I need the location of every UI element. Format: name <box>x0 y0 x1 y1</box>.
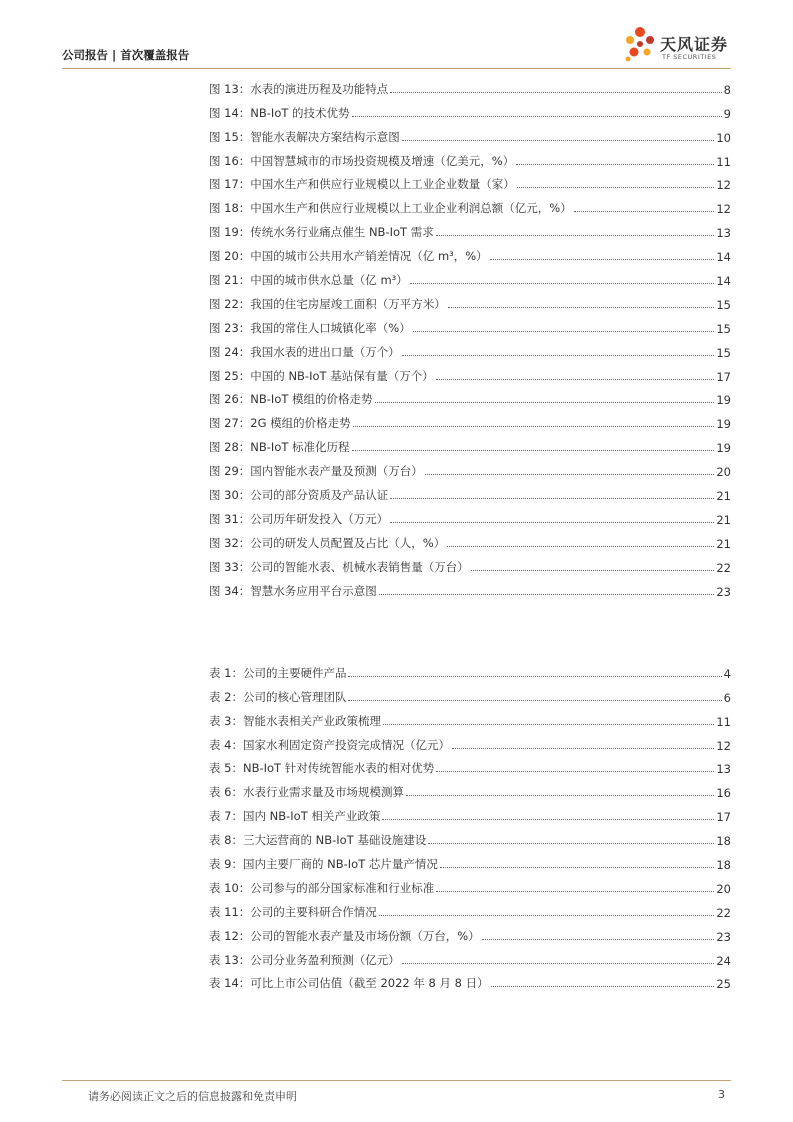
toc-entry-page: 21 <box>716 489 731 504</box>
table-toc-entry[interactable] <box>209 776 731 800</box>
toc-entry-label: 图 33：公司的智能水表、机械水表销售量（万台） <box>209 559 469 574</box>
dot-leader <box>348 675 721 677</box>
toc-entry-label: 图 20：中国的城市公共用水产销差情况（亿 m³，%） <box>209 249 488 264</box>
toc-entry-label: 图 22：我国的住宅房屋竣工面积（万平方米） <box>209 296 446 311</box>
toc-entry-label: 表 12：公司的智能水表产量及市场份额（万台，%） <box>209 928 480 943</box>
dot-leader <box>375 401 715 403</box>
dot-leader <box>402 962 715 964</box>
footer-disclaimer: 请务必阅读正文之后的信息披露和免责申明 <box>88 1090 297 1103</box>
toc-entry-page: 21 <box>716 536 731 551</box>
toc-entry-page: 8 <box>723 82 731 97</box>
table-toc-entry[interactable] <box>209 824 731 848</box>
figure-toc-entry[interactable] <box>209 431 731 455</box>
dot-leader <box>353 425 715 427</box>
toc-entry-label: 图 13：水表的演进历程及功能特点 <box>209 81 389 96</box>
toc-entry-page: 25 <box>716 977 731 992</box>
page-number: 3 <box>718 1088 725 1101</box>
table-toc-entry[interactable] <box>209 729 731 753</box>
figure-toc-entry[interactable] <box>209 145 731 169</box>
toc-entry-page: 12 <box>716 738 731 753</box>
figure-toc-entry[interactable] <box>209 384 731 408</box>
dot-leader <box>517 186 715 188</box>
figure-toc-entry[interactable] <box>209 455 731 479</box>
table-list <box>209 657 731 991</box>
figure-toc-entry[interactable] <box>209 527 731 551</box>
dot-leader <box>379 914 715 916</box>
header-title: 公司报告 | 首次覆盖报告 <box>62 48 190 62</box>
figure-toc-entry[interactable] <box>209 169 731 193</box>
toc-entry-page: 9 <box>723 106 731 121</box>
toc-entry-page: 18 <box>716 834 731 849</box>
toc-entry-page: 11 <box>716 154 731 169</box>
dot-leader <box>516 163 714 165</box>
dot-leader <box>447 545 714 547</box>
logo-flower-icon <box>620 22 660 66</box>
toc-entry-label: 图 29：国内智能水表产量及预测（万台） <box>209 464 423 479</box>
toc-entry-page: 11 <box>716 714 731 729</box>
toc-entry-label: 图 30：公司的部分资质及产品认证 <box>209 488 389 503</box>
dot-leader <box>482 938 715 940</box>
figure-toc-entry[interactable] <box>209 240 731 264</box>
figure-toc-entry[interactable] <box>209 73 731 97</box>
toc-entry-page: 6 <box>723 690 731 705</box>
header-divider <box>62 68 731 69</box>
figure-toc-entry[interactable] <box>209 503 731 527</box>
toc-entry-page: 13 <box>716 762 731 777</box>
toc-entry-label: 表 13：公司分业务盈利预测（亿元） <box>209 952 400 967</box>
dot-leader <box>352 115 722 117</box>
figure-toc-entry[interactable] <box>209 479 731 503</box>
toc-entry-label: 表 6：水表行业需求量及市场规模测算 <box>209 785 404 800</box>
toc-entry-page: 24 <box>716 953 731 968</box>
toc-entry-label: 表 14：可比上市公司估值（截至 2022 年 8 月 8 日） <box>209 976 489 991</box>
toc-entry-page: 15 <box>716 345 731 360</box>
toc-entry-label: 图 14：NB-IoT 的技术优势 <box>209 105 350 120</box>
toc-entry-page: 10 <box>716 130 731 145</box>
table-toc-entry[interactable] <box>209 657 731 681</box>
figure-toc-entry[interactable] <box>209 551 731 575</box>
toc-entry-label: 表 8：三大运营商的 NB-IoT 基础设施建设 <box>209 833 427 848</box>
logo-name: 天风证券 <box>660 35 729 54</box>
dot-leader <box>382 818 714 820</box>
toc-entry-label: 图 34：智慧水务应用平台示意图 <box>209 583 377 598</box>
toc-entry-label: 图 28：NB-IoT 标准化历程 <box>209 440 350 455</box>
figure-toc-entry[interactable] <box>209 575 731 599</box>
dot-leader <box>383 723 714 725</box>
table-toc-entry[interactable] <box>209 896 731 920</box>
dot-leader <box>402 354 715 356</box>
toc-entry-page: 17 <box>716 810 731 825</box>
dot-leader <box>413 330 715 332</box>
toc-entry-label: 图 21：中国的城市供水总量（亿 m³） <box>209 273 408 288</box>
table-toc-entry[interactable] <box>209 800 731 824</box>
toc-entry-page: 23 <box>716 929 731 944</box>
table-toc-entry[interactable] <box>209 968 731 992</box>
dot-leader <box>390 521 714 523</box>
dot-leader <box>390 497 714 499</box>
toc-entry-page: 14 <box>716 250 731 265</box>
toc-entry-page: 22 <box>716 560 731 575</box>
toc-entry-page: 19 <box>716 441 731 456</box>
toc-entry-label: 图 15：智能水表解决方案结构示意图 <box>209 129 400 144</box>
toc-entry-label: 图 23：我国的常住人口城镇化率（%） <box>209 320 411 335</box>
table-toc-entry[interactable] <box>209 848 731 872</box>
toc-entry-label: 表 1：公司的主要硬件产品 <box>209 665 347 680</box>
figure-toc-entry[interactable] <box>209 407 731 431</box>
toc-entry-label: 表 11：公司的主要科研合作情况 <box>209 904 377 919</box>
toc-entry-page: 13 <box>716 226 731 241</box>
toc-entry-page: 20 <box>716 465 731 480</box>
toc-entry-label: 图 26：NB-IoT 模组的价格走势 <box>209 392 373 407</box>
toc-entry-label: 图 27：2G 模组的价格走势 <box>209 416 351 431</box>
figure-toc-entry[interactable] <box>209 216 731 240</box>
table-toc-entry[interactable] <box>209 681 731 705</box>
toc-entry-label: 图 32：公司的研发人员配置及占比（人，%） <box>209 535 446 550</box>
toc-entry-label: 图 25：中国的 NB-IoT 基站保有量（万个） <box>209 368 434 383</box>
dot-leader <box>348 699 721 701</box>
dot-leader <box>448 306 715 308</box>
toc-entry-label: 图 17：中国水生产和供应行业规模以上工业企业数量（家） <box>209 177 515 192</box>
dot-leader <box>471 569 715 571</box>
figure-toc-entry[interactable] <box>209 312 731 336</box>
dot-leader <box>436 378 715 380</box>
toc-entry-label: 表 5：NB-IoT 针对传统智能水表的相对优势 <box>209 761 435 776</box>
toc-entry-page: 15 <box>716 297 731 312</box>
figure-list <box>209 73 731 599</box>
toc-entry-page: 14 <box>716 274 731 289</box>
company-logo <box>620 22 732 66</box>
toc-entry-label: 图 18：中国水生产和供应行业规模以上工业企业利润总额（亿元，%） <box>209 201 572 216</box>
dot-leader <box>406 794 714 796</box>
dot-leader <box>440 866 714 868</box>
figure-toc-entry[interactable] <box>209 97 731 121</box>
toc-entry-page: 18 <box>716 858 731 873</box>
figure-toc-entry[interactable] <box>209 336 731 360</box>
footer-divider <box>62 1080 731 1081</box>
dot-leader <box>379 593 715 595</box>
toc-entry-label: 表 9：国内主要厂商的 NB-IoT 芯片量产情况 <box>209 857 438 872</box>
figure-toc-entry[interactable] <box>209 264 731 288</box>
toc-entry-page: 17 <box>716 369 731 384</box>
toc-entry-page: 22 <box>716 905 731 920</box>
dot-leader <box>490 258 715 260</box>
dot-leader <box>428 842 714 844</box>
toc-entry-label: 表 10：公司参与的部分国家标准和行业标准 <box>209 880 435 895</box>
toc-entry-page: 20 <box>716 881 731 896</box>
table-toc-entry[interactable] <box>209 944 731 968</box>
table-toc-entry[interactable] <box>209 920 731 944</box>
toc-entry-page: 4 <box>723 666 731 681</box>
table-toc-entry[interactable] <box>209 872 731 896</box>
dot-leader <box>452 747 714 749</box>
toc-entry-label: 表 7：国内 NB-IoT 相关产业政策 <box>209 809 381 824</box>
dot-leader <box>491 985 715 987</box>
figure-toc-entry[interactable] <box>209 288 731 312</box>
toc-entry-label: 表 3：智能水表相关产业政策梳理 <box>209 713 381 728</box>
toc-entry-label: 表 2：公司的核心管理团队 <box>209 689 347 704</box>
toc-entry-label: 图 24：我国水表的进出口量（万个） <box>209 344 400 359</box>
toc-entry-label: 表 4：国家水利固定资产投资完成情况（亿元） <box>209 737 450 752</box>
toc-entry-label: 图 19：传统水务行业痛点催生 NB-IoT 需求 <box>209 225 434 240</box>
dot-leader <box>402 139 715 141</box>
dot-leader <box>390 91 721 93</box>
dot-leader <box>425 473 715 475</box>
toc-entry-label: 图 31：公司历年研发投入（万元） <box>209 511 389 526</box>
dot-leader <box>352 449 715 451</box>
table-toc-entry[interactable] <box>209 753 731 777</box>
dot-leader <box>436 234 715 236</box>
figure-toc-entry[interactable] <box>209 192 731 216</box>
toc-entry-page: 23 <box>716 584 731 599</box>
table-toc-entry[interactable] <box>209 705 731 729</box>
dot-leader <box>436 770 714 772</box>
dot-leader <box>574 210 715 212</box>
figure-toc-entry[interactable] <box>209 360 731 384</box>
toc-entry-page: 21 <box>716 512 731 527</box>
toc-entry-page: 19 <box>716 417 731 432</box>
toc-entry-page: 12 <box>716 202 731 217</box>
toc-entry-page: 19 <box>716 393 731 408</box>
dot-leader <box>436 890 714 892</box>
figure-toc-entry[interactable] <box>209 121 731 145</box>
toc-entry-page: 12 <box>716 178 731 193</box>
dot-leader <box>410 282 715 284</box>
logo-subtitle: TF SECURITIES <box>662 53 717 61</box>
toc-entry-page: 15 <box>716 321 731 336</box>
toc-entry-label: 图 16：中国智慧城市的市场投资规模及增速（亿美元，%） <box>209 153 515 168</box>
toc-entry-page: 16 <box>716 786 731 801</box>
